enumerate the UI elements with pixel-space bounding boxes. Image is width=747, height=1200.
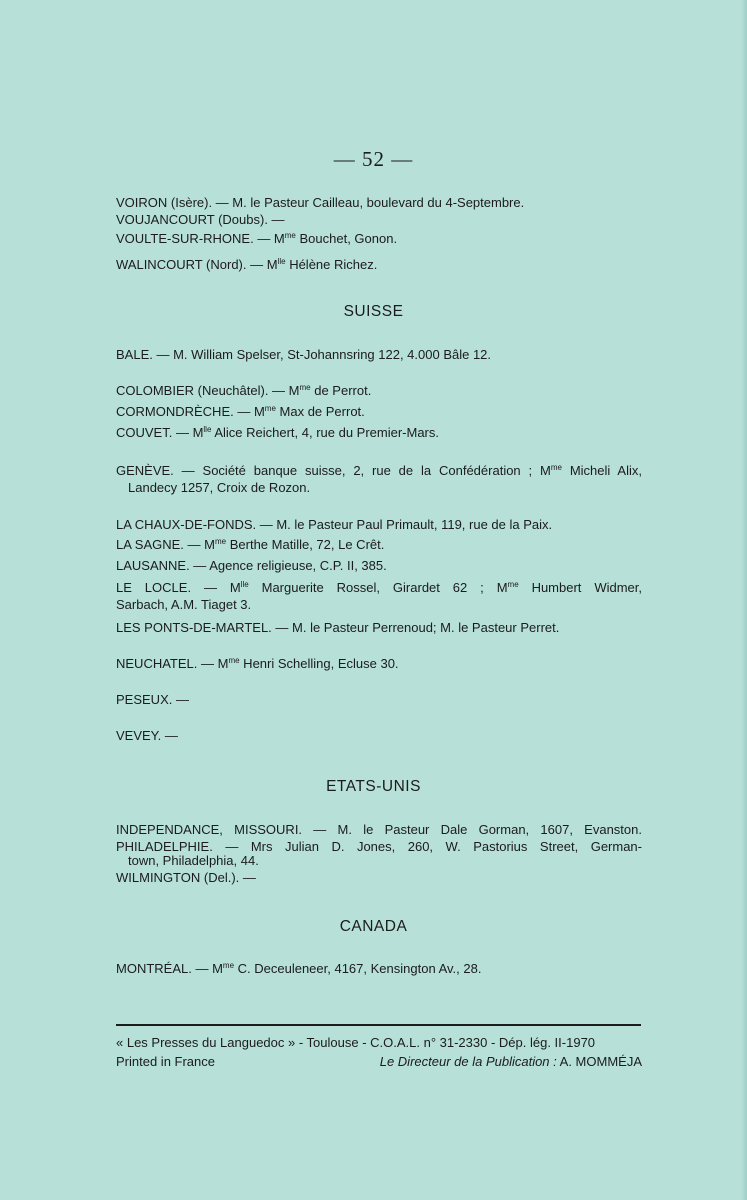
printed-in-france: Printed in France xyxy=(116,1054,215,1069)
footer-rule xyxy=(116,1024,641,1026)
entry-la-sagne: LA SAGNE. — $M^{me}$ Berthe Matille, 72, Le Crêt. xyxy=(116,537,385,552)
entry-colombier: COLOMBIER (Neuchâtel). — $M^{me}$ de Perrot. xyxy=(116,383,372,398)
entry-voujancourt: VOUJANCOURT (Doubs). — xyxy=(116,212,285,227)
page-edge-shadow xyxy=(741,0,747,1200)
entry-voulte-sur-rhone: VOULTE-SUR-RHONE. — $M^{me}$ Bouchet, Gonon. xyxy=(116,231,398,246)
section-heading-suisse: SUISSE xyxy=(343,303,404,320)
entry-independance: INDEPENDANCE, MISSOURI. — M. le Pasteur Dale Gorman, 1607, Evanston. xyxy=(116,822,642,837)
entry-walincourt: WALINCOURT (Nord). — $M^{lle}$ Hélène Richez. xyxy=(116,257,378,272)
section-heading-canada: CANADA xyxy=(339,918,408,935)
entry-chaux-de-fonds: LA CHAUX-DE-FONDS. — M. le Pasteur Paul Primault, 119, rue de la Paix. xyxy=(116,517,553,532)
entry-le-locle-line1: LE LOCLE. — $M^{lle}$ Marguerite Rossel, Girardet 62 ; $M^{me}$ Humbert Widmer, xyxy=(116,580,642,595)
entry-lausanne: LAUSANNE. — Agence religieuse, C.P. II, 385. xyxy=(116,558,387,573)
entry-cormondreche: CORMONDRÈCHE. — $M^{me}$ Max de Perrot. xyxy=(116,404,365,419)
entry-voiron: VOIRON (Isère). — M. le Pasteur Cailleau, boulevard du 4-Septembre. xyxy=(116,195,525,210)
entry-geneve-line2: Landecy 1257, Croix de Rozon. xyxy=(128,480,311,495)
entry-le-locle-line2: Sarbach, A.M. Tiaget 3. xyxy=(116,597,252,612)
entry-neuchatel: NEUCHATEL. — $M^{me}$ Henri Schelling, Ecluse 30. xyxy=(116,656,399,671)
entry-montreal: MONTRÉAL. — $M^{me}$ C. Deceuleneer, 4167, Kensington Av., 28. xyxy=(116,961,482,976)
entry-vevey: VEVEY. — xyxy=(116,728,178,743)
footer-imprint: « Les Presses du Languedoc » - Toulouse - C.O.A.L. n° 31-2330 - Dép. lég. II-1970 xyxy=(116,1035,596,1050)
entry-geneve-line1: GENÈVE. — Société banque suisse, 2, rue de la Confédération ; $M^{me}$ Micheli Alix, xyxy=(116,463,642,478)
section-heading-etats-unis: ETATS-UNIS xyxy=(326,778,421,795)
entry-bale: BALE. — M. William Spelser, St-Johannsring 122, 4.000 Bâle 12. xyxy=(116,347,492,362)
page-number: — 52 — xyxy=(333,147,414,171)
footer-credits xyxy=(116,1053,642,1070)
publication-director: Le Directeur de la Publication : A. MOMMÉJA xyxy=(379,1054,642,1069)
entry-peseux: PESEUX. — xyxy=(116,692,189,707)
entry-ponts-de-martel: LES PONTS-DE-MARTEL. — M. le Pasteur Perrenoud; M. le Pasteur Perret. xyxy=(116,620,560,635)
entry-philadelphie-line2: town, Philadelphia, 44. xyxy=(128,853,259,868)
entry-wilmington: WILMINGTON (Del.). — xyxy=(116,870,256,885)
entry-philadelphie-line1: PHILADELPHIE. — Mrs Julian D. Jones, 260, W. Pastorius Street, German- xyxy=(116,839,642,854)
entry-couvet: COUVET. — $M^{lle}$ Alice Reichert, 4, rue du Premier-Mars. xyxy=(116,425,439,440)
